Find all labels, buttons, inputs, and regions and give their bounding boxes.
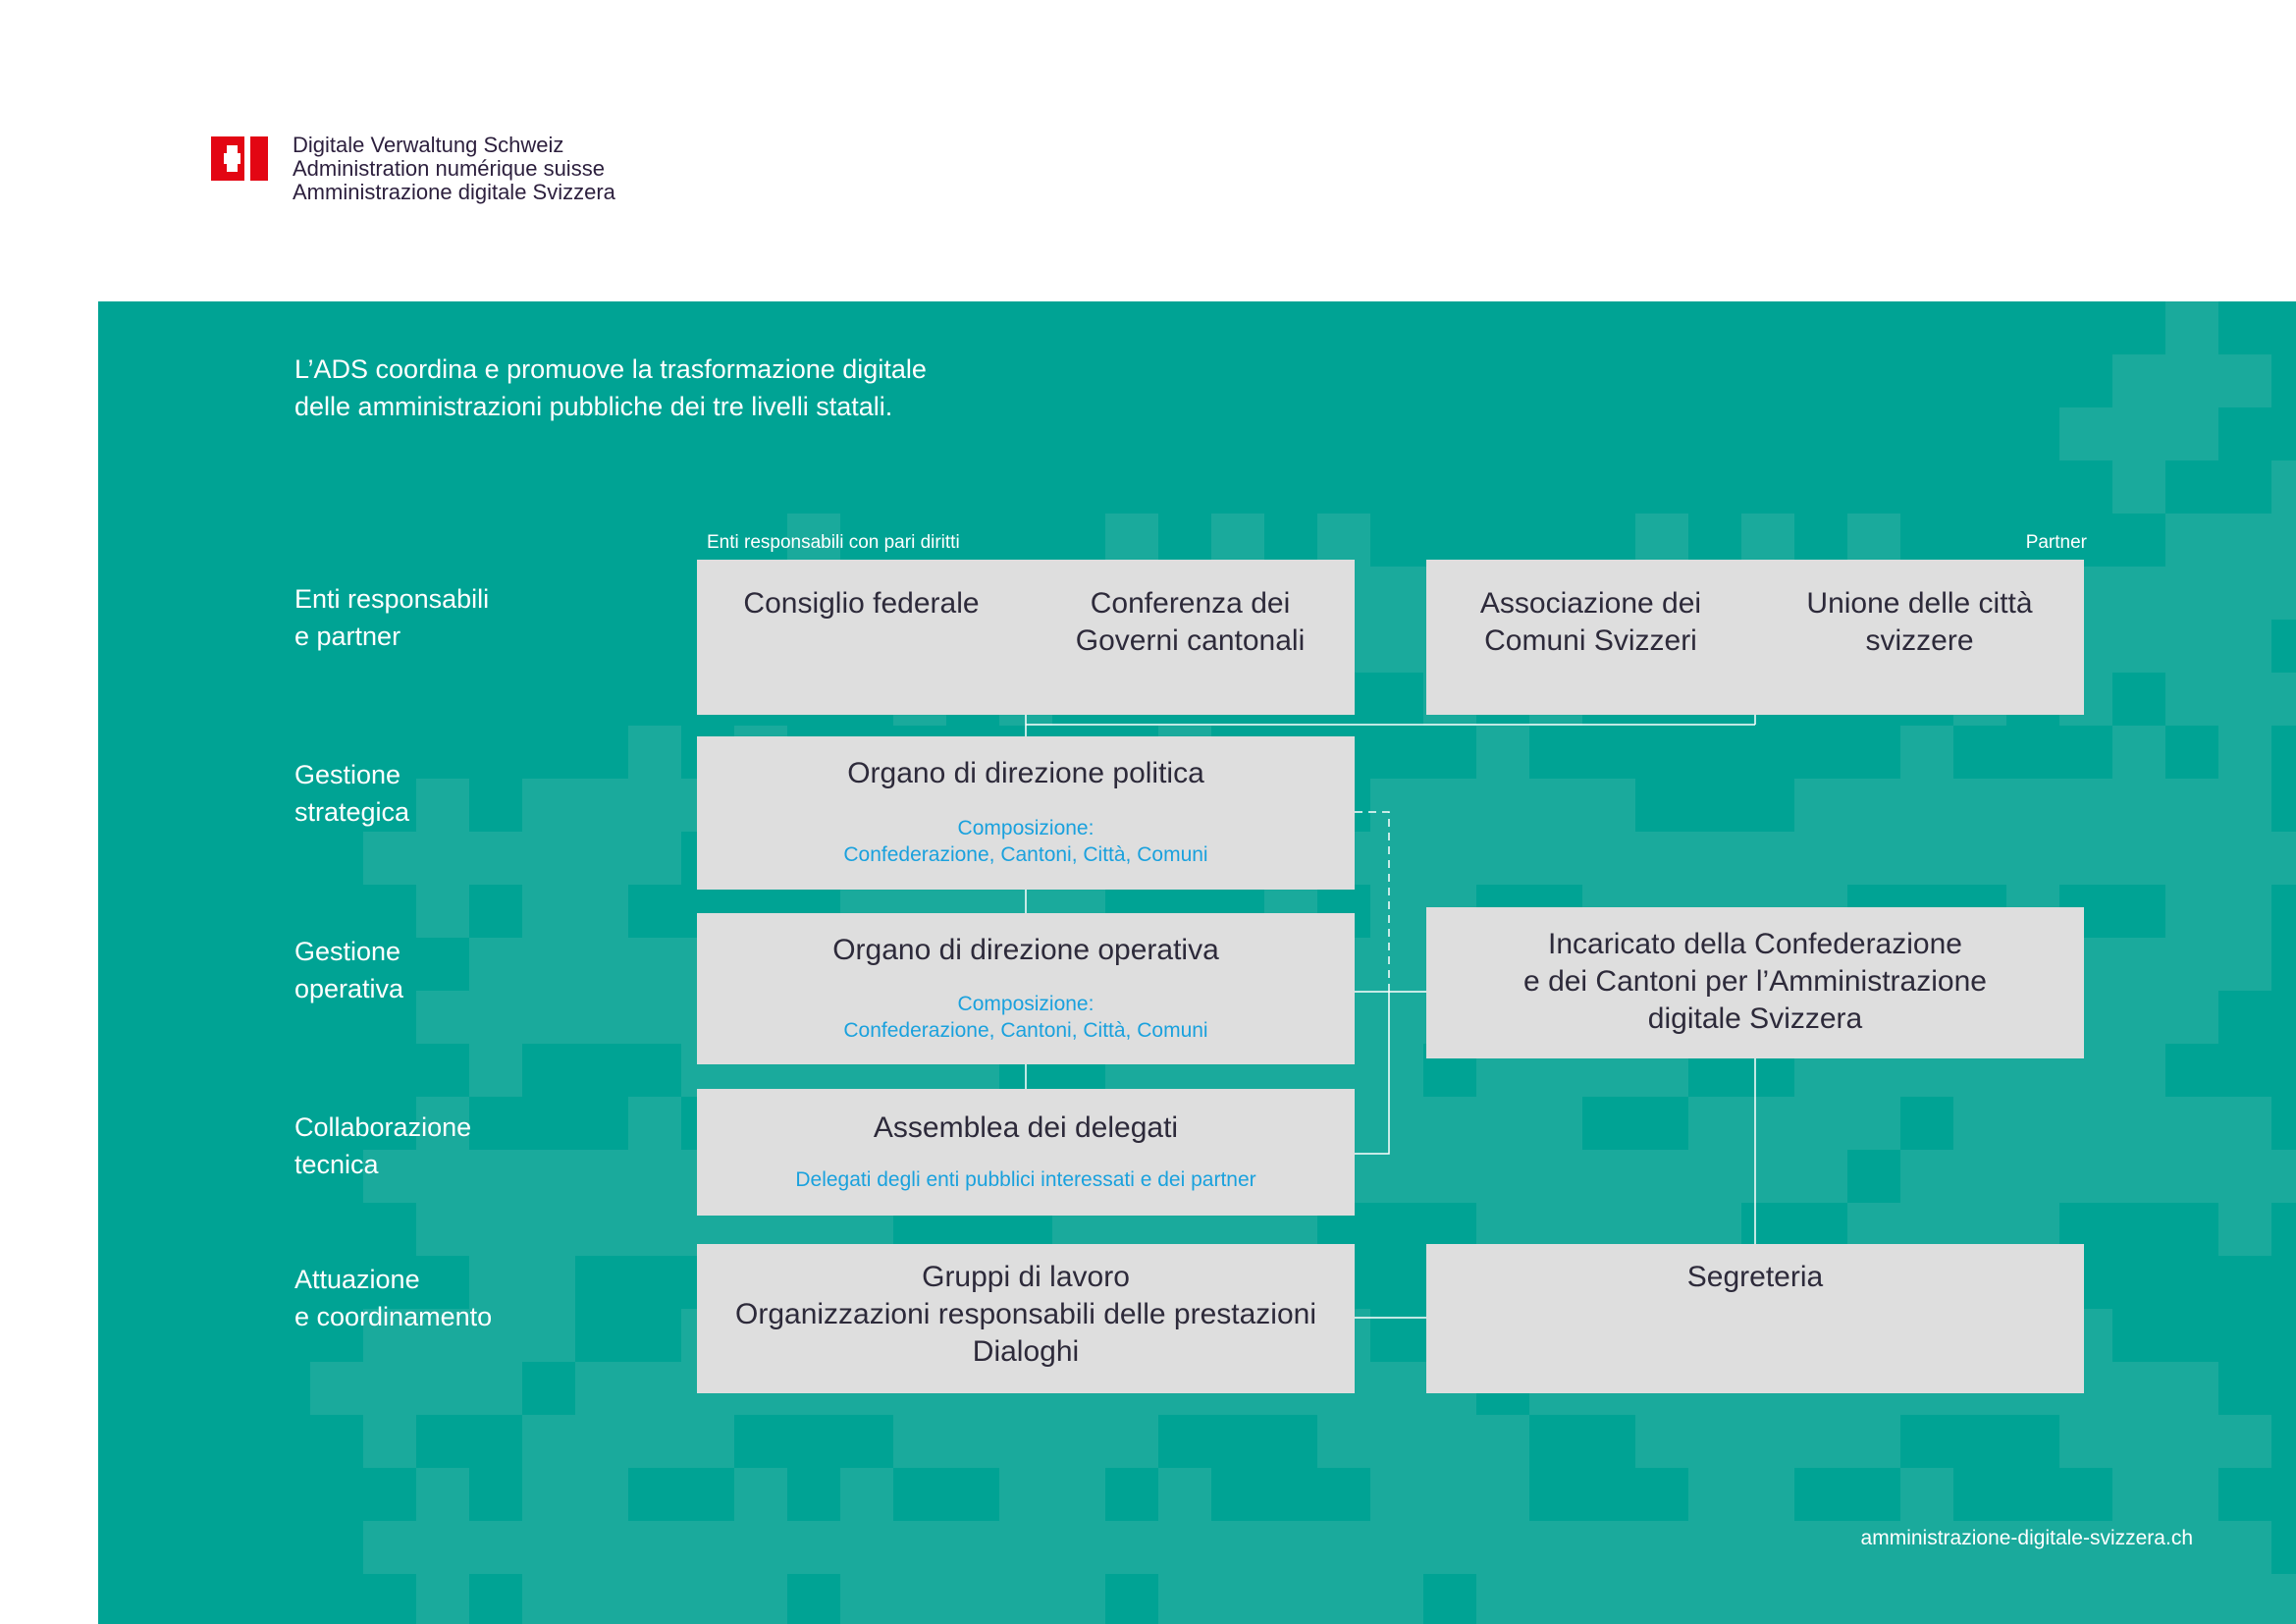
box-consiglio-federale [697, 585, 1026, 623]
box-gruppi-text [697, 1259, 1355, 1371]
box-text-line: Incaricato della Confederazione [1548, 928, 1962, 960]
box-sub-line: Delegati degli enti pubblici interessati e dei partner [795, 1168, 1256, 1191]
box-associazione-comuni [1426, 585, 1755, 660]
row-label-line: Gestione [294, 937, 401, 966]
intro-line-2: delle amministrazioni pubbliche dei tre livelli statali. [294, 392, 893, 421]
row-label-line: Enti responsabili [294, 584, 490, 614]
diagram-panel [98, 301, 2296, 1624]
box-sub-line: Composizione: [957, 993, 1095, 1015]
box-text-line: e dei Cantoni per l’Amministrazione [1523, 965, 1987, 998]
row-label-line: tecnica [294, 1150, 379, 1179]
intro-line-1: L’ADS coordina e promuove la trasformazione digitale [294, 354, 927, 384]
box-subtitle [697, 991, 1355, 1044]
row-label-strategica [294, 756, 409, 831]
box-gruppi-di-lavoro [697, 1244, 1355, 1393]
row-label-line: e coordinamento [294, 1302, 493, 1331]
box-text-line: Organo di direzione politica [847, 757, 1204, 789]
row-label-operativa [294, 933, 403, 1007]
box-conferenza-governi [1026, 585, 1355, 660]
row-label-tecnica [294, 1109, 471, 1183]
box-subtitle [697, 1166, 1355, 1193]
box-segreteria [1426, 1244, 2084, 1393]
row-label-attuazione [294, 1261, 492, 1335]
brand-line-it: Amministrazione digitale Svizzera [293, 180, 615, 204]
row-label-line: Gestione [294, 760, 401, 789]
box-text-line: Assemblea dei delegati [873, 1111, 1179, 1144]
box-text-line: Dialoghi [972, 1335, 1080, 1368]
box-text-line: Consiglio federale [743, 587, 980, 620]
box-organo-direzione-politica [697, 736, 1355, 890]
box-text-line: Conferenza dei [1090, 587, 1291, 620]
box-text-line: Unione delle città [1806, 587, 2033, 620]
box-sub-line: Confederazione, Cantoni, Città, Comuni [843, 1019, 1208, 1042]
box-text-line: Segreteria [1686, 1261, 1824, 1293]
box-text-line: Gruppi di lavoro [922, 1261, 1130, 1293]
brand-line-de: Digitale Verwaltung Schweiz [293, 133, 564, 157]
box-text-line: Organizzazioni responsabili delle prestazioni [735, 1298, 1316, 1330]
row-label-line: strategica [294, 797, 410, 827]
header-label-partner: Partner [2025, 532, 2087, 553]
box-segreteria-text [1426, 1259, 2084, 1296]
row-label-line: operativa [294, 974, 404, 1003]
box-assemblea-delegati [697, 1089, 1355, 1216]
box-text-line: Organo di direzione operativa [832, 934, 1219, 966]
box-text-line: digitale Svizzera [1647, 1002, 1863, 1035]
brand-name [293, 134, 615, 204]
header-label-enti: Enti responsabili con pari diritti [707, 532, 960, 553]
box-enti-responsabili [697, 560, 1355, 715]
swiss-cross-logo-icon [211, 136, 268, 181]
row-label-line: Collaborazione [294, 1112, 472, 1142]
box-unione-citta [1755, 585, 2084, 660]
box-sub-line: Composizione: [957, 817, 1095, 839]
box-text-line: Governi cantonali [1075, 624, 1306, 657]
intro-text [294, 351, 927, 425]
box-title [697, 755, 1355, 792]
box-incaricato-text [1426, 926, 2084, 1038]
row-label-enti [294, 580, 489, 655]
row-label-line: Attuazione [294, 1265, 420, 1294]
box-sub-line: Confederazione, Cantoni, Città, Comuni [843, 843, 1208, 866]
box-text-line: Comuni Svizzeri [1484, 624, 1697, 657]
box-title [697, 1110, 1355, 1147]
box-text-line: svizzere [1865, 624, 1974, 657]
box-text-line: Associazione dei [1479, 587, 1702, 620]
box-title [697, 932, 1355, 969]
footer-url-link[interactable]: amministrazione-digitale-svizzera.ch [1860, 1527, 2193, 1549]
box-subtitle [697, 815, 1355, 868]
box-partner [1426, 560, 2084, 715]
brand-line-fr: Administration numérique suisse [293, 156, 605, 181]
box-incaricato [1426, 907, 2084, 1058]
box-organo-direzione-operativa [697, 913, 1355, 1064]
row-label-line: e partner [294, 622, 401, 651]
